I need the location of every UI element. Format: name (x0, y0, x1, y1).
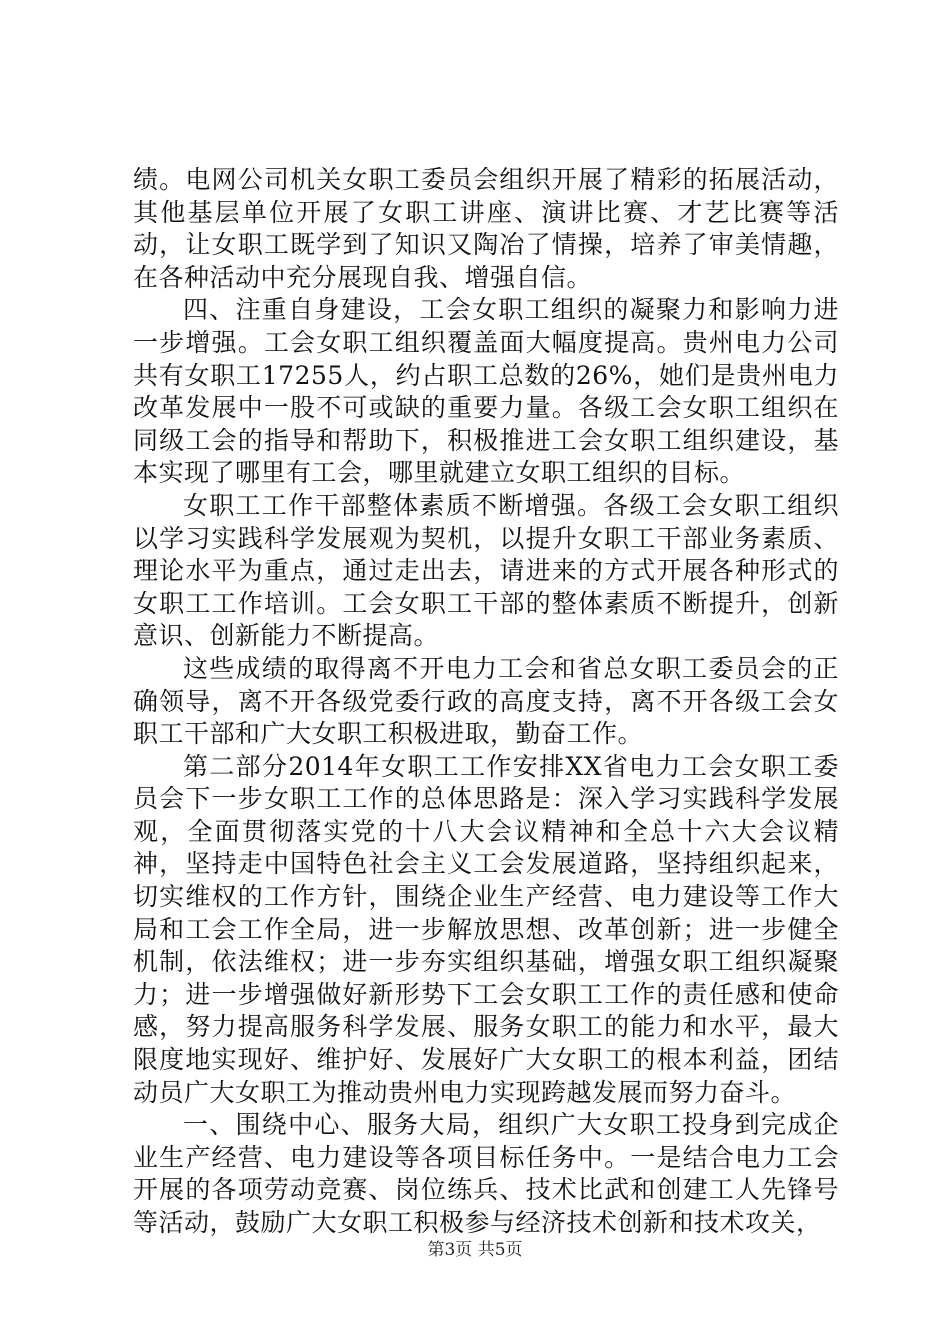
paragraph-5: 第二部分2014年女职工工作安排XX省电力工会女职工委员会下一步女职工工作的总体思路是：深入学习实践科学发展观，全面贯彻落实党的十八大会议精神和全总十六大会议精神，坚持走中国特色社会主义工会发展道路，坚持组织起来，切实维权的工作方针，围绕企业生产经营、电力建设等工作大局和工会工作全局，进一步解放思想、改革创新；进一步健全机制，依法维权；进一步夯实组织基础，增强女职工组织凝聚力；进一步增强做好新形势下工会女职工工作的责任感和使命感，努力提高服务科学发展、服务女职工的能力和水平，最大限度地实现好、维护好、发展好广大女职工的根本利益，团结动员广大女职工为推动贵州电力实现跨越发展而努力奋斗。 (133, 751, 839, 1107)
document-body (133, 164, 839, 1240)
paragraph-2: 四、注重自身建设，工会女职工组织的凝聚力和影响力进一步增强。工会女职工组织覆盖面大幅度提高。贵州电力公司共有女职工17255人，约占职工总数的26%，她们是贵州电力改革发展中一股不可或缺的重要力量。各级工会女职工组织在同级工会的指导和帮助下，积极推进工会女职工组织建设，基本实现了哪里有工会，哪里就建立女职工组织的目标。 (133, 295, 839, 488)
paragraph-1: 绩。电网公司机关女职工委员会组织开展了精彩的拓展活动，其他基层单位开展了女职工讲座、演讲比赛、才艺比赛等活动，让女职工既学到了知识又陶冶了情操，培养了审美情趣，在各种活动中充分展现自我、增强自信。 (133, 165, 839, 292)
paragraph-4: 这些成绩的取得离不开电力工会和省总女职工委员会的正确领导，离不开各级党委行政的高度支持，离不开各级工会女职工干部和广大女职工积极进取，勤奋工作。 (133, 653, 839, 749)
paragraph-6: 一、围绕中心、服务大局，组织广大女职工投身到完成企业生产经营、电力建设等各项目标任务中。一是结合电力工会开展的各项劳动竞赛、岗位练兵、技术比武和创建工人先锋号等活动，鼓励广大女职工积极参与经济技术创新和技术攻关， (133, 1110, 839, 1237)
paragraph-3: 女职工工作干部整体素质不断增强。各级工会女职工组织以学习实践科学发展观为契机，以提升女职工干部业务素质、理论水平为重点，通过走出去，请进来的方式开展各种形式的女职工工作培训。工会女职工干部的整体素质不断提升，创新意识、创新能力不断提高。 (133, 490, 839, 651)
page-footer: 第3页 共5页 (427, 1240, 523, 1260)
